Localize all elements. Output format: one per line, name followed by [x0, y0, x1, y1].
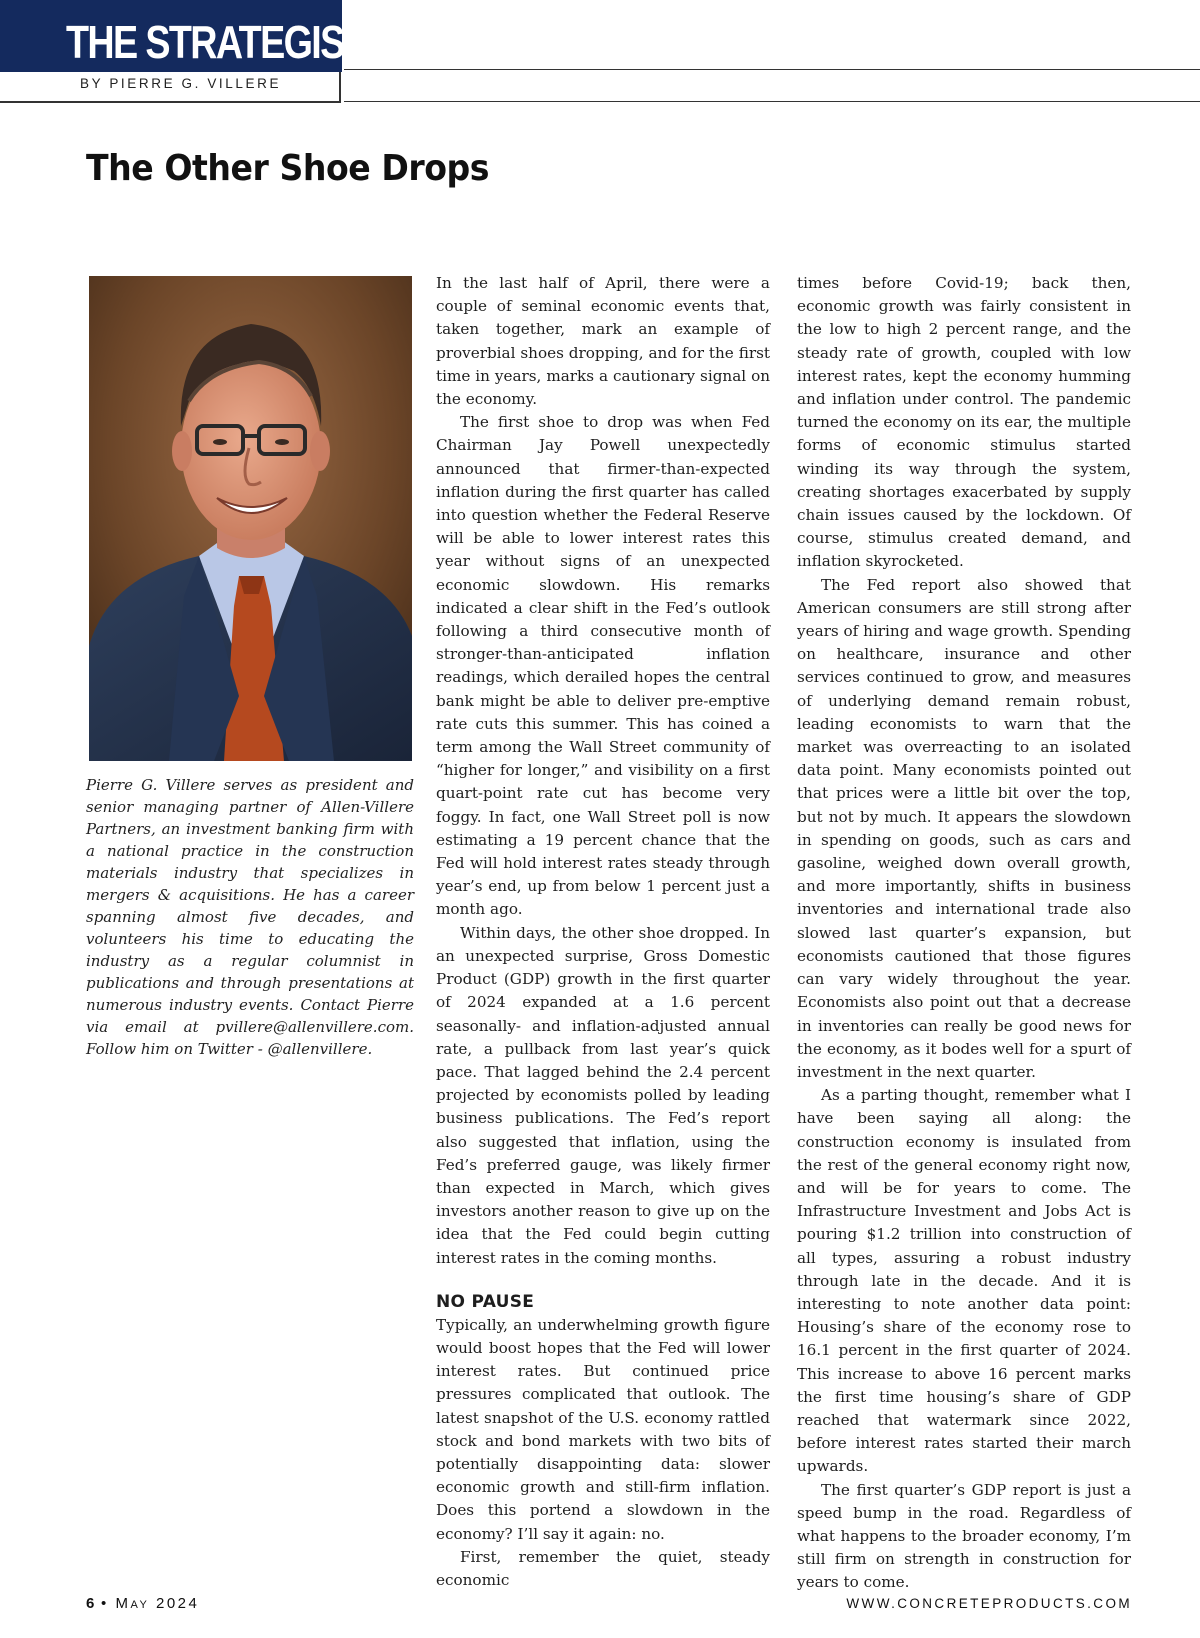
header-rule-top [344, 69, 1200, 70]
page-number: 6 [86, 1595, 95, 1612]
article-headline: The Other Shoe Drops [86, 148, 490, 189]
masthead-title: THE STRATEGIST [66, 16, 366, 68]
paragraph: The Fed report also showed that American consumers are still strong after years of hiring and wage growth. Spending on healthcare, insurance and other services continued to grow, and measures of underlying demand remain robust, leading economists to warn that the market was overreacting to an isolated data point. Many economists pointed out that prices were a little bit over the top, but not by much. It appears the slowdown in spending on goods, such as cars and gasoline, weighed down overall growth, and more importantly, shifts in business inventories and international trade also slowed last quarter’s expansion, but economists cautioned that those figures can vary widely throughout the year. Economists also point out that a decrease in inventories can really be good news for the economy, as it bodes well for a spurt of investment in the next quarter. [797, 575, 1131, 1081]
footer-folio [86, 1595, 199, 1612]
paragraph: The first shoe to drop was when Fed Chairman Jay Powell unexpectedly announced that firmer-than-expected inflation during the first quarter has called into question whether the Federal Reserve will be able to lower interest rates this year without signs of an unexpected economic slowdown. His remarks indicated a clear shift in the Fed’s outlook following a third consecutive month of stronger-than-anticipated inflation readings, which derailed hopes the central bank might be able to deliver pre-emptive rate cuts this summer. This has coined a term among the Wall Street community of “higher for longer,” and visibility on a first quart-point rate cut has become very foggy. In fact, one Wall Street poll is now estimating a 19 percent chance that the Fed will hold interest rates steady through year’s end, up from below 1 percent just a month ago. [436, 413, 770, 919]
author-bio-caption: Pierre G. Villere serves as president and senior managing partner of Allen-Villere Partners, an investment banking firm with a national practice in the construction materials industry that specializes in mergers & acquisitions. He has a career spanning almost five decades, and volunteers his time to educating the industry as a regular columnist in publications and through presentations at numerous industry events. Contact Pierre via email at pvillere@allenvillere.com. Follow him on Twitter - @allenvillere. [86, 776, 414, 1058]
author-portrait-photo [89, 276, 412, 761]
section-subhead: NO PAUSE [436, 1291, 535, 1312]
paragraph: times before Covid-19; back then, economic growth was fairly consistent in the low to high 2 percent range, and the steady rate of growth, coupled with low interest rates, kept the economy humming and inflation under control. The pandemic turned the economy on its ear, the multiple forms of economic stimulus started winding its way through the system, creating shortages exacerbated by supply chain issues caused by the lockdown. Of course, stimulus created demand, and inflation skyrocketed. [797, 274, 1131, 571]
masthead-byline: BY PIERRE G. VILLERE [80, 76, 282, 91]
masthead [0, 0, 366, 104]
paragraph: First, remember the quiet, steady economic [436, 1547, 770, 1589]
article-column-middle [436, 272, 770, 1592]
paragraph: Within days, the other shoe dropped. In an unexpected surprise, Gross Domestic Product (GDP) growth in the first quarter of 2024 expanded at a 1.6 percent seasonally- and inflation-adjusted annual rate, a pullback from last year’s quick pace. That lagged behind the 2.4 percent projected by economists polled by leading business publications. The Fed’s report also suggested that inflation, using the Fed’s preferred gauge, was likely firmer than expected in March, which gives investors another reason to give up on the idea that the Fed could begin cutting interest rates in the coming months. [436, 923, 770, 1267]
paragraph: The first quarter’s GDP report is just a speed bump in the road. Regardless of what happens to the broader economy, I’m still firm on strength in construction for years to come. [797, 1480, 1131, 1592]
paragraph: In the last half of April, there were a couple of seminal economic events that, taken together, mark an example of proverbial shoes dropping, and for the first time in years, marks a cautionary signal on the economy. [436, 274, 770, 409]
issue-date: May 2024 [115, 1595, 200, 1612]
header-rule-bottom [344, 101, 1200, 102]
footer-website[interactable]: WWW.CONCRETEPRODUCTS.COM [846, 1596, 1132, 1611]
article-column-right [797, 272, 1131, 1595]
folio-bullet: • [101, 1595, 109, 1612]
paragraph: Typically, an underwhelming growth figure would boost hopes that the Fed will lower interest rates. But continued price pressures complicated that outlook. The latest snapshot of the U.S. economy rattled stock and bond markets with two bits of potentially disappointing data: slower economic growth and still-firm inflation. Does this portend a slowdown in the economy? I’ll say it again: no. [436, 1315, 770, 1543]
paragraph: As a parting thought, remember what I have been saying all along: the construction economy is insulated from the rest of the general economy right now, and will be for years to come. The Infrastructure Investment and Jobs Act is pouring $1.2 trillion into construction of all types, assuring a robust industry through late in the decade. And it is interesting to note another data point: Housing’s share of the economy rose to 16.1 percent in the first quarter of 2024. This increase to above 16 percent marks the first time housing’s share of GDP reached that watermark since 2022, before interest rates started their march upwards. [797, 1086, 1131, 1476]
